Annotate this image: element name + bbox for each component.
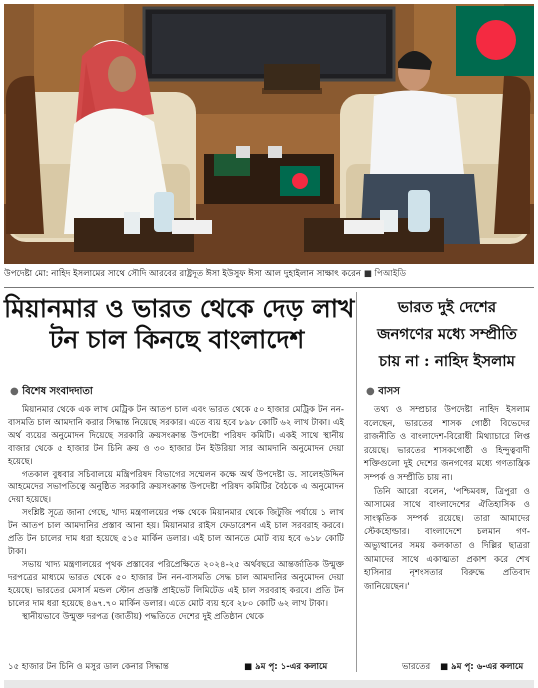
column-divider — [356, 292, 357, 672]
caption-credit: ■ পিআইডি — [363, 269, 407, 279]
photo-illustration — [4, 4, 534, 264]
caption-divider — [4, 287, 534, 288]
main-jump-link[interactable]: ■ ৯ম পৃ: ১-এর কলামে — [244, 662, 328, 672]
caption-text: উপদেষ্টা মো: নাহিদ ইসলামের সাথে সৌদি আরবের রাষ্ট্রদূত ঈসা ইউসুফ ঈসা আল দুহাইলান সাক্ষাৎ করেন — [4, 269, 361, 279]
main-byline-text: বিশেষ সংবাদদাতা — [22, 386, 93, 397]
headline-line-2: টন চাল কিনছে বাংলাদেশ — [49, 325, 305, 354]
main-headline — [4, 294, 355, 356]
meeting-photo — [4, 4, 534, 264]
bullet-icon: ● — [10, 386, 19, 397]
bullet-icon: ● — [366, 386, 375, 397]
side-headline-line: ভারত দুই দেশের — [397, 298, 497, 316]
main-byline — [10, 384, 93, 401]
side-paragraph: তিনি আরো বলেন, 'পশ্চিমবঙ্গ, ত্রিপুরা ও আসামের সাথে বাংলাদেশের ঐতিহাসিক ও সাংস্কৃতিক সম্পর্ক রয়েছে। তারা আমাদের স্টেকহোল্ডার। বাংলাদেশে চলমান গণ-অভ্যুত্থানের সময় কলকাতা ও দিল্লির ছাত্ররা আমাদের সাথে একাত্মতা প্রকাশ করে শেখ হাসিনার নৃশংসতার বিরুদ্ধে প্রতিবাদ জানিয়েছেন।' — [364, 486, 530, 592]
main-paragraph: গতকাল বুধবার সচিবালয়ে মন্ত্রিপরিষদ বিভাগের সম্মেলন কক্ষে অর্থ উপদেষ্টা ড. সালেহউদ্দিন আহমেদের সভাপতিত্বে অনুষ্ঠিত সরকারি ক্রয়সংক্রান্ত উপদেষ্টা পরিষদ কমিটির বৈঠকে এ অনুমোদন দেয়া হয়েছে। — [8, 469, 344, 506]
side-headline — [360, 294, 534, 375]
main-last-line: ১৫ হাজার টন চিনি ও মসুর ডাল কেনার সিদ্ধান্ত — [8, 662, 169, 672]
side-paragraph: তথ্য ও সম্প্রচার উপদেষ্টা নাহিদ ইসলাম বলেছেন, ভারতের শাসক গোষ্ঠী বিভেদের রাজনীতি ও বাংলাদেশ-বিরোধী মিথ্যাচারে লিপ্ত রয়েছে। ভারতের শাসকগোষ্ঠী ও হিন্দুত্ববাদী শক্তিগুলো দুই দেশের জনগণের মধ্যে গণতান্ত্রিক সম্পর্ক ও সম্প্রীতি চায় না। — [364, 405, 530, 483]
main-paragraph: মিয়ানমার থেকে এক লাখ মেট্রিক টন আতপ চাল এবং ভারত থেকে ৫০ হাজার মেট্রিক টন নন-বাসমতি চাল আমদানি করার সিদ্ধান্ত নিয়েছে সরকার। এতে ব্যয় হবে ৮৯৮ কোটি ৬২ লাখ টাকা। এই অর্থ ব্যয়ের অনুমোদন দিয়েছে সরকারি ক্রয়সংক্রান্ত উপদেষ্টা পরিষদ কমিটি। একই সাথে স্থানীয় বাজার থেকে ৫ হাজার টন চিনি ক্রয় ও ৩০ হাজার টন ইউরিয়া সার আমদানি অনুমোদন দেয়া হয়েছে। — [8, 405, 344, 467]
side-article-body — [364, 404, 530, 594]
side-byline-text: বাসস — [378, 386, 400, 397]
headline-line-1: মিয়ানমার ও ভারত থেকে দেড় লাখ — [4, 294, 355, 323]
photo-caption — [4, 266, 534, 282]
side-headline-line: চায় না : নাহিদ ইসলাম — [379, 352, 515, 370]
side-headline-line: জনগণের মধ্যে সম্প্রীতি — [377, 325, 517, 343]
side-last-line: ভারতের — [402, 662, 431, 672]
main-article-body — [8, 404, 344, 623]
main-paragraph: সংশ্লিষ্ট সূত্রে জানা গেছে, খাদ্য মন্ত্রণালয়ের পক্ষ থেকে মিয়ানমার থেকে জিটুজি পর্যায়ে ১ লাখ টন আতপ চাল আমদানির প্রস্তাব আনা হয়। মিয়ানমার রাইস ফেডারেশন এই চাল সরবরাহ করবে। প্রতি টন চালের দাম ধরা হয়েছে ৫১৫ মার্কিন ডলার। এই চাল আনতে মোট ব্যয় হবে ৬১৮ কোটি টাকা। — [8, 508, 344, 557]
main-paragraph: সভায় খাদ্য মন্ত্রণালয়ের পৃথক প্রস্তাবের পরিপ্রেক্ষিতে ২০২৪-২৫ অর্থবছরে আন্তর্জাতিক উন্মুক্ত দরপত্রের মাধ্যমে ভারত থেকে ৫০ হাজার টন নন-বাসমতি সেদ্ধ চাল আমদানির অনুমোদন দেয়া হয়েছে। ভারতের মেসার্স মন্ডল স্টোন প্রডাক্ট প্রাইভেট লিমিটেড এই চাল সরবরাহ করবে। প্রতি টন চালের দাম ধরা হয়েছে ৪৬৭.৭০ মার্কিন ডলার। এতে মোট ব্যয় হবে ২৮০ কোটি ৬২ লাখ টাকা। — [8, 559, 344, 609]
side-jump-link[interactable]: ■ ৯ম পৃ: ৬-এর কলামে — [440, 662, 524, 672]
side-byline — [366, 384, 400, 401]
next-page-strip — [4, 680, 534, 688]
main-paragraph: স্থানীয়ভাবে উন্মুক্ত দরপত্র (জাতীয়) পদ্ধতিতে দেশের দুই প্রতিষ্ঠান থেকে — [22, 611, 264, 622]
